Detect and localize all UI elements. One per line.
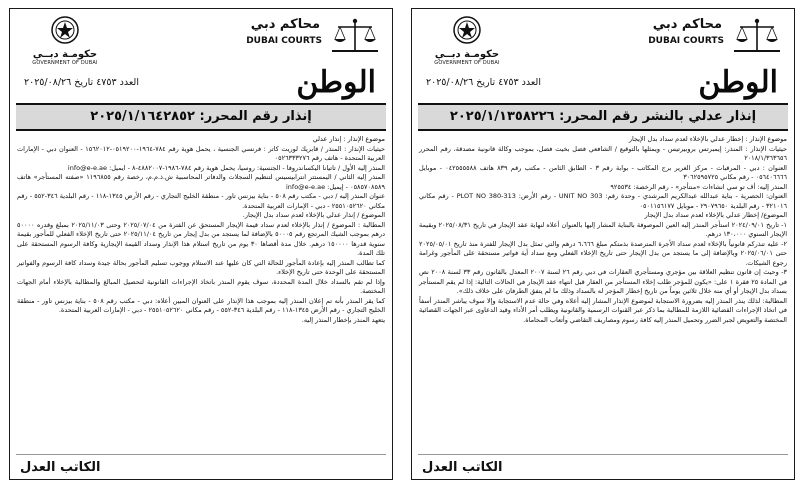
notary-signature: الكاتب العدل	[422, 460, 503, 475]
paragraph: المنذر إليه الثاني / اليمستتر انترابيسيس لتنظيم السجلات والدفاتر المحاسبية ش.ذ.م.م، رخصة رقم ١١٩٦٨٥٥ «صفته المستأجر» هاتف ٠٥٨٥٧٠٨٥٨٩ - إيميل: info@e-e.ae	[17, 173, 385, 191]
court-name-arabic: محاكم دبي	[250, 17, 320, 32]
notice-title: إنذار رقم المحرر: ٢٠٢٥/١/١٦٤٢٨٥٢	[16, 103, 386, 131]
paragraph: عنوان المنذر إليه / دبي - مكتب رقم ٥٠٨ - بناية بيزنس تاور - منطقة الخليج التجاري - رقم الأرض ١٣٤٥-١١٨ - رقم البلدية ٣٤٦-٥٥٢ - رقم مكاني ٢٥٥١٠٥٢٦٢٠ - دبي - الإمارات العربية المتحدة.	[17, 192, 385, 210]
newspaper-name: الوطن	[698, 65, 778, 100]
government-logo	[22, 15, 108, 66]
issue-info: العدد ٤٧٥٣ تاريخ ٢٠٢٥/٠٨/٢٦	[426, 77, 541, 88]
notice-body	[10, 131, 392, 325]
paragraph: يتعهد المنذر بإخطار المنذر إليه.	[301, 315, 385, 324]
paragraph: وإذا لم تقم بالسداد خلال المدة المحددة، سوف يقوم المنذر باتخاذ الإجراءات القانونية لتحصيل المبالغ والمطالبة بالإخلاء أمام الجهات المختصة.	[17, 277, 385, 295]
paragraph: موضوع الإنذار : إخطار عدلي بالإخلاء لعدم سداد بدل الإيجار	[628, 135, 787, 143]
paragraph: موضوع الإنذار : إنذار عدلي	[312, 135, 385, 143]
paragraph: ٢- عليه تنذركم قانونياً بالإخلاء لعدم سداد الأجرة المترصدة بذمتكم مبلغ ٦،٦٦٦ درهم والتي تمثل بدل الإيجار للفترة منذ تاريخ ٢٠٢٥/٠٥/٠١ حتى ٢٠٢٥/٠٦/٠١ وبالإضافة إلى ما يستجد من بدل الإيجار حتى تاريخ الإخلاء الفعلي ومع سداد أية فواتير مستحقة على المأجور وغرامة رجوع الشيكات.	[419, 239, 787, 267]
paragraph: الموضوع/ إخطار عدلي بالإخلاء لعدم سداد بدل الإيجار	[644, 211, 787, 219]
paragraph: حيثيات الإنذار : المنذر: إيمبرتس بروبيرتيس - ويمثلها بالتوقيع / الشافعي فضل بخيت فضل، بموجب وكالة قانونية مصدقة، رقم المحرر ٢٠١٨/١/٣٦٣٦٥٦	[419, 144, 787, 162]
paragraph: حيثيات الإنذار : المنذر / قابريك لوريت كاتر : فرنسي الجنسية ، يحمل هوية رقم ٧٨٤-١٩٦٤-٠٥١٩٢٠٠-١٥٦٢٠١٢ - العنوان دبي - الإمارات العربية المتحدة - هاتف رقم ٠٥٢٦٣٣٣٢٧٦	[17, 144, 385, 162]
gov-name-arabic: حكومـة دبــي	[434, 49, 500, 60]
newspaper-name: الوطن	[296, 65, 376, 100]
government-emblem-icon	[452, 15, 482, 45]
court-name-arabic: محاكم دبي	[652, 17, 722, 32]
footer-divider	[418, 454, 788, 455]
paragraph: المنذر إليه: أف تو سي انشاءات «منتأجر» - رقم الرخصة: ٩٢٥٥٣٤	[610, 182, 787, 191]
government-logo	[424, 15, 510, 66]
newspaper-row	[412, 65, 794, 101]
paragraph: العنوان: الحصرية - بناية عبدالله عبدالكريم المرشدي - وحدة رقم: UNIT NO 303 - رقم الأرض: PLOT NO 380-313 - رقم مكاني ٣٢١٠١٦ - رقم البلدية ٢٩٠٧٩٦٥٠ - موبايل ٠٥٠١١٥٦١٧٧	[419, 192, 787, 210]
paragraph: المطالبة : الموضوع / إنذار بالإخلاء لعدم سداد قيمة الإيجار المستحق عن الفترة من ٢٠٢٥/٠٧/٠٤ وحتى ٢٠٢٥/١١/٠٣ بمبلغ وقدره ٥٠٠٠٠ درهم بموجب الشيك المرتجع رقم ٥٠٠٠٥ بالإضافة لما يستجد من بدل إيجار من تاريخ ٢٠٢٥/١١/٠٤ حتى تاريخ الإخلاء الفعلي للمأجور بقيمة سنوية قدرها ١٥٠٠٠٠ درهم. خلال مدة أقصاها ٣٠ يوم من تاريخ استلام هذا الإنذار وسداد القيمة الإيجارية وكافة الرسوم المستحقة على تلك المدة.	[17, 220, 386, 257]
paragraph: ١- تاريخ ٢٠٢٤/٠٩/٠١ استأجر المنذر إليه العين الموصوفة بالبناية المشار إليها بالعنوان أعلاه لنهاية عقد الإيجار في تاريخ ٢٠٢٥/٠٨/٣١ وبقيمة الإيجار السنوي ١٣٠،٠٠٠ درهم.	[419, 220, 787, 238]
gov-name-english: GOVERNMENT OF DUBAI	[434, 60, 500, 66]
dubai-courts-scales-icon	[326, 15, 384, 57]
court-name-english: DUBAI COURTS	[648, 36, 724, 46]
gov-name-arabic: حكومـة دبــي	[32, 49, 98, 60]
notice-header	[10, 9, 392, 69]
dubai-courts-scales-icon	[728, 15, 786, 57]
government-emblem-icon	[50, 15, 80, 45]
paragraph: العنوان : دبي - المرقبات - مركز الغرير برج المكاتب - بوابة رقم ٣ - الطابق الثامن - مكتب رقم ٨٣٩ هاتف ٠٤٢٥٥٥٥٨٨ - موبايل ٠٥٦٤٠٦٦٦٦ - رقم مكاني ٣٠٦٢٥٩٥٧٢٥	[419, 163, 787, 181]
court-name-english: DUBAI COURTS	[246, 36, 322, 46]
paragraph: المنذر إليه الأول / تاتيانا اليكساندروفا - الجنسية: روسيا، يحمل هوية رقم ٧٨٤-١٩٨٦-٤٨٨٢٠٠٧-٨ - ايميل: info@e-e.ae	[67, 163, 385, 172]
notice-panel-right	[411, 8, 795, 480]
notice-title: إنذار عدلي بالنشر رقم المحرر: ٢٠٢٥/١/١٣٥٨٢٢٦	[418, 103, 788, 131]
newspaper-row	[10, 65, 392, 101]
gov-name-english: GOVERNMENT OF DUBAI	[32, 60, 98, 66]
notary-signature: الكاتب العدل	[20, 460, 101, 475]
paragraph: كما يقر المنذر بأنه تم إعلان المنذر إليه بموجب هذا الإنذار على العنوان المبين أعلاه: دبي - مكتب رقم ٥٠٨ - بناية بيزنس تاور - منطقة الخليج التجاري - رقم الأرض ١٣٤٥-١١٨ - رقم البلدية ٣٤٦-٥٥٢ - رقم مكاني ٢٥٥١٠٥٢٦٢٠ - دبي - الإمارات العربية المتحدة.	[17, 296, 385, 314]
notice-body	[412, 131, 794, 325]
paragraph: الموضوع / إنذار عدلي بالإخلاء لعدم سداد بدل الإيجار.	[242, 211, 385, 219]
paragraph: كما تطالب المنذر إليه بإعادة المأجور للحالة التي كان عليها عند الاستلام ووجوب تسليم المأجور بحالة جيدة وسداد كافة الرسوم والفواتير المستحقة على الوحدة حتى تاريخ الإخلاء.	[17, 258, 385, 276]
paragraph: ٣- وحيث إن قانون تنظيم العلاقة بين مؤجري ومستأجري العقارات في دبي رقم ٢٦ لسنة ٢٠٠٧ المعدل بالقانون رقم ٣٣ لسنة ٢٠٠٨ نص في المادة ٢٥ فقرة ١ على: «يكون للمؤجر طلب إخلاء المستأجر من العقار قبل انتهاء عقد الإيجار في الحالات التالية: إذا لم يقم المستأجر بسداد بدل الإيجار أو أي منه خلال ثلاثين يوماً من تاريخ إخطار المؤجر له بالسداد وذلك ما لم يتفق الطرفان على خلاف ذلك».	[419, 268, 788, 295]
footer-divider	[16, 454, 386, 455]
notice-panel-left	[9, 8, 393, 480]
paragraph: المطالبة: لذلك ينذر المنذر إليه بضرورة الاستجابة لموضوع الإنذار المشار إليه أعلاه وفي حالة عدم الاستجابة وإلا سوف يباشر المنذر أسفاً في اتخاذ الإجراءات القضائية اللازمة للمطالبة بما ذكر عبر القنوات الرسمية والقانونية ويطلب أمر الأداء وقيد الدعاوى عبر الجهات القضائية المختصة والتعويض لجبر الضرر وتحميل المنذر إليه كافة رسوم ومصاريف التقاضي وأتعاب المحاماة.	[419, 296, 787, 324]
notice-header	[412, 9, 794, 69]
issue-info: العدد ٤٧٥٣ تاريخ ٢٠٢٥/٠٨/٢٦	[24, 77, 139, 88]
